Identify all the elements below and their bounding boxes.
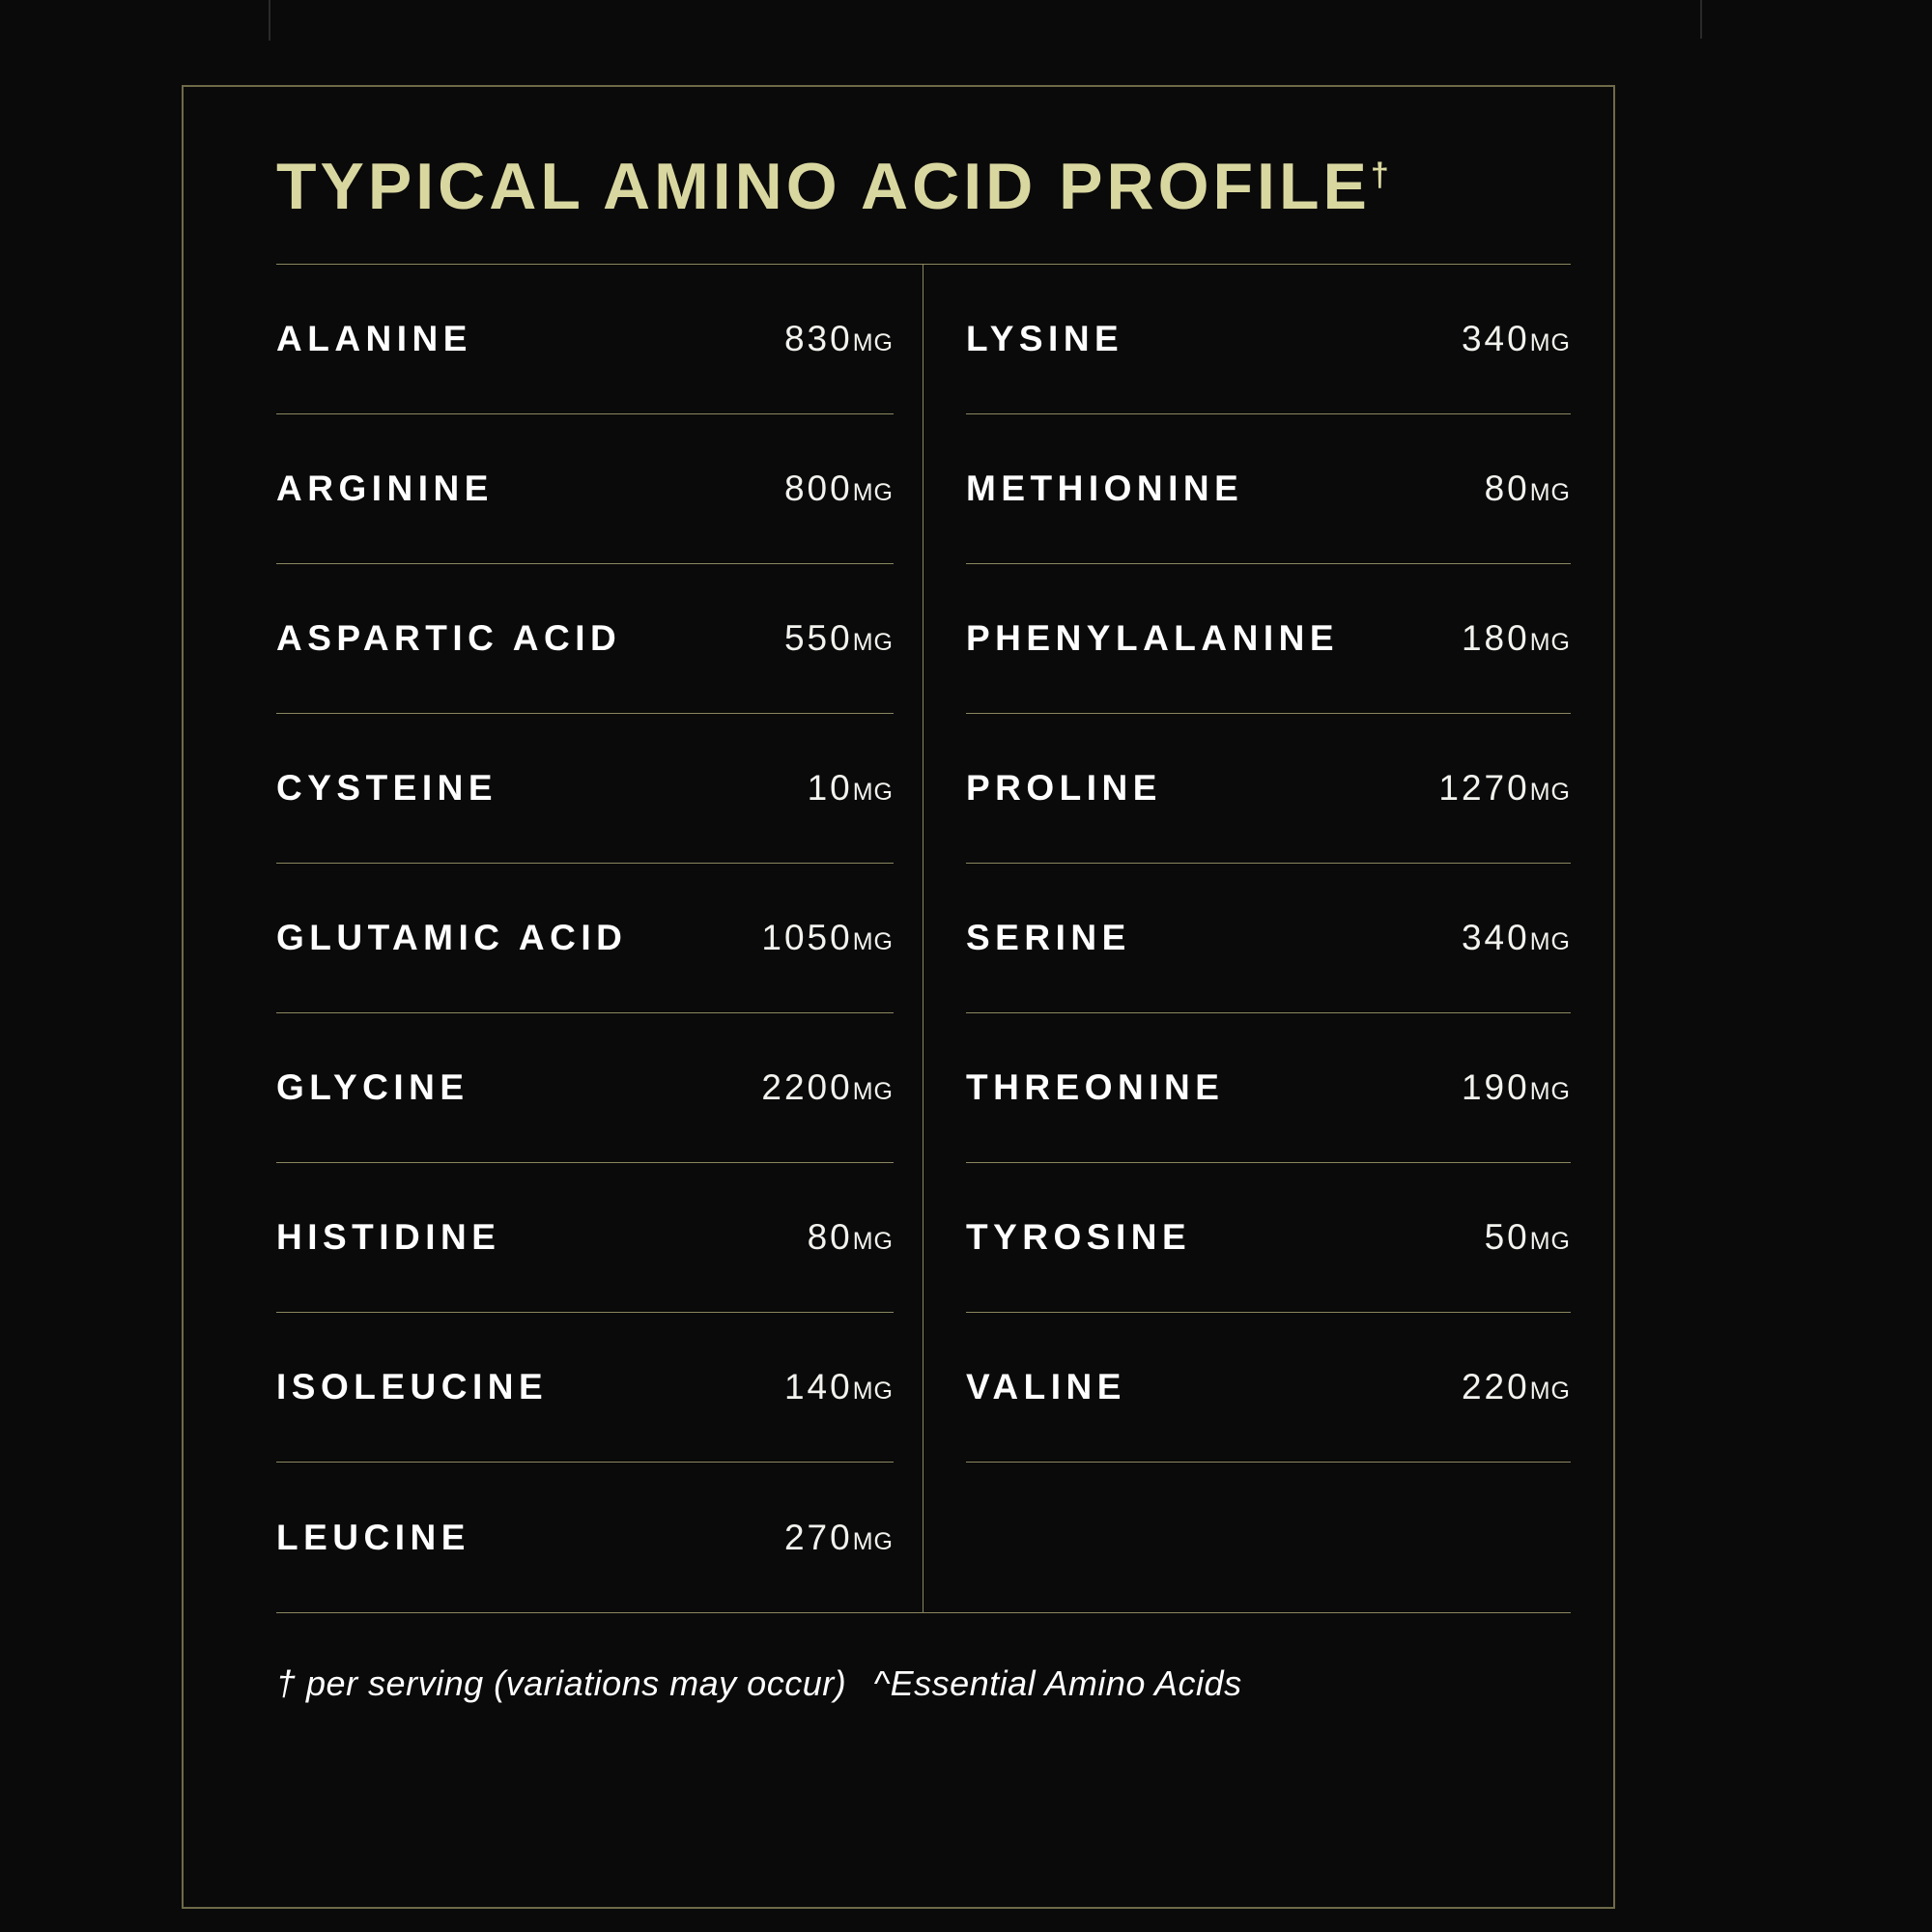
amino-acid-amount — [1485, 1217, 1571, 1258]
amount-value: 830 — [783, 319, 853, 359]
amino-acid-table — [276, 265, 1571, 1612]
amount-value: 270 — [783, 1517, 853, 1557]
amino-acid-amount — [808, 768, 894, 809]
amino-acid-amount — [784, 469, 894, 509]
amino-acid-name: THREONINE — [966, 1067, 1225, 1108]
footnote-serving-note: † per serving (variations may occur) — [276, 1663, 847, 1704]
amount-value: 180 — [1461, 618, 1530, 659]
table-row — [276, 714, 894, 864]
table-row — [966, 414, 1571, 564]
amino-acid-amount — [1462, 618, 1571, 659]
footnote-essential-note: ^Essential Amino Acids — [873, 1663, 1242, 1704]
amino-acid-amount — [1485, 469, 1571, 509]
table-row — [966, 864, 1571, 1013]
amino-acid-name: CYSTEINE — [276, 768, 498, 809]
table-row — [276, 1463, 894, 1612]
amino-acid-amount — [1462, 319, 1571, 359]
amount-unit: MG — [1529, 928, 1571, 956]
page-title — [230, 87, 1567, 221]
table-row-spacer — [966, 1463, 1571, 1612]
amino-acid-amount — [784, 319, 894, 359]
table-row — [966, 1163, 1571, 1313]
page-title-text: TYPICAL AMINO ACID PROFILE — [276, 150, 1371, 223]
amount-unit: MG — [852, 1078, 894, 1106]
table-row — [276, 414, 894, 564]
table-row — [276, 265, 894, 414]
amino-acid-amount — [1462, 1067, 1571, 1108]
amino-acid-amount — [784, 1518, 894, 1558]
amount-value: 1270 — [1438, 768, 1530, 809]
amount-value: 140 — [783, 1367, 853, 1407]
amount-unit: MG — [1529, 1378, 1571, 1406]
amino-acid-amount — [784, 1367, 894, 1407]
amount-value: 10 — [807, 768, 853, 809]
table-row — [966, 714, 1571, 864]
table-row — [276, 564, 894, 714]
amino-acid-name: GLYCINE — [276, 1067, 469, 1108]
table-row — [276, 1313, 894, 1463]
amount-unit: MG — [852, 479, 894, 507]
footnote — [276, 1663, 1567, 1704]
amino-acid-name: ASPARTIC ACID — [276, 618, 622, 659]
table-row — [966, 265, 1571, 414]
amount-value: 340 — [1461, 319, 1530, 359]
amino-acid-name: METHIONINE — [966, 469, 1244, 509]
amino-acid-name: ALANINE — [276, 319, 472, 359]
amount-unit: MG — [852, 928, 894, 956]
amount-value: 50 — [1484, 1217, 1530, 1258]
table-row — [966, 564, 1571, 714]
amount-value: 800 — [783, 469, 853, 509]
amino-acid-amount — [761, 1067, 894, 1108]
amino-acid-name: HISTIDINE — [276, 1217, 501, 1258]
amount-unit: MG — [852, 779, 894, 807]
table-row — [966, 1013, 1571, 1163]
amount-value: 190 — [1461, 1067, 1530, 1108]
amino-acid-profile-panel — [182, 85, 1615, 1909]
amino-acid-name: TYROSINE — [966, 1217, 1192, 1258]
amino-acid-name: ARGININE — [276, 469, 494, 509]
amount-value: 220 — [1461, 1367, 1530, 1407]
amount-value: 1050 — [761, 918, 853, 958]
amount-unit: MG — [1529, 1078, 1571, 1106]
amino-acid-amount — [808, 1217, 894, 1258]
table-row — [966, 1313, 1571, 1463]
amino-acid-amount — [1462, 918, 1571, 958]
amount-unit: MG — [1529, 329, 1571, 357]
amino-acid-name: PHENYLALANINE — [966, 618, 1340, 659]
amino-acid-name: LYSINE — [966, 319, 1124, 359]
amount-unit: MG — [852, 329, 894, 357]
table-row — [276, 864, 894, 1013]
amount-value: 340 — [1461, 918, 1530, 958]
amount-unit: MG — [1529, 479, 1571, 507]
amino-acid-name: PROLINE — [966, 768, 1162, 809]
table-column-right — [923, 265, 1571, 1612]
amount-value: 80 — [807, 1217, 853, 1258]
amount-unit: MG — [1529, 1228, 1571, 1256]
amino-acid-amount — [784, 618, 894, 659]
top-edge-divider-left — [0, 0, 270, 41]
amino-acid-name: GLUTAMIC ACID — [276, 918, 628, 958]
amount-unit: MG — [852, 1527, 894, 1555]
table-bottom-divider — [276, 1612, 1571, 1613]
amount-unit: MG — [1529, 779, 1571, 807]
amino-acid-name: SERINE — [966, 918, 1131, 958]
amount-unit: MG — [852, 1228, 894, 1256]
amount-value: 2200 — [761, 1067, 853, 1108]
amino-acid-amount — [761, 918, 894, 958]
amino-acid-amount — [1462, 1367, 1571, 1407]
title-dagger: † — [1370, 156, 1389, 194]
table-row — [276, 1163, 894, 1313]
amino-acid-name: ISOLEUCINE — [276, 1367, 549, 1407]
table-row — [276, 1013, 894, 1163]
amount-value: 80 — [1484, 469, 1530, 509]
amino-acid-name: LEUCINE — [276, 1517, 470, 1557]
amount-unit: MG — [1529, 629, 1571, 657]
top-edge-divider-right — [1700, 0, 1702, 39]
table-column-left — [276, 265, 923, 1612]
amino-acid-name: VALINE — [966, 1367, 1126, 1407]
amount-unit: MG — [852, 629, 894, 657]
amount-value: 550 — [783, 618, 853, 659]
amino-acid-amount — [1438, 768, 1571, 809]
amount-unit: MG — [852, 1378, 894, 1406]
